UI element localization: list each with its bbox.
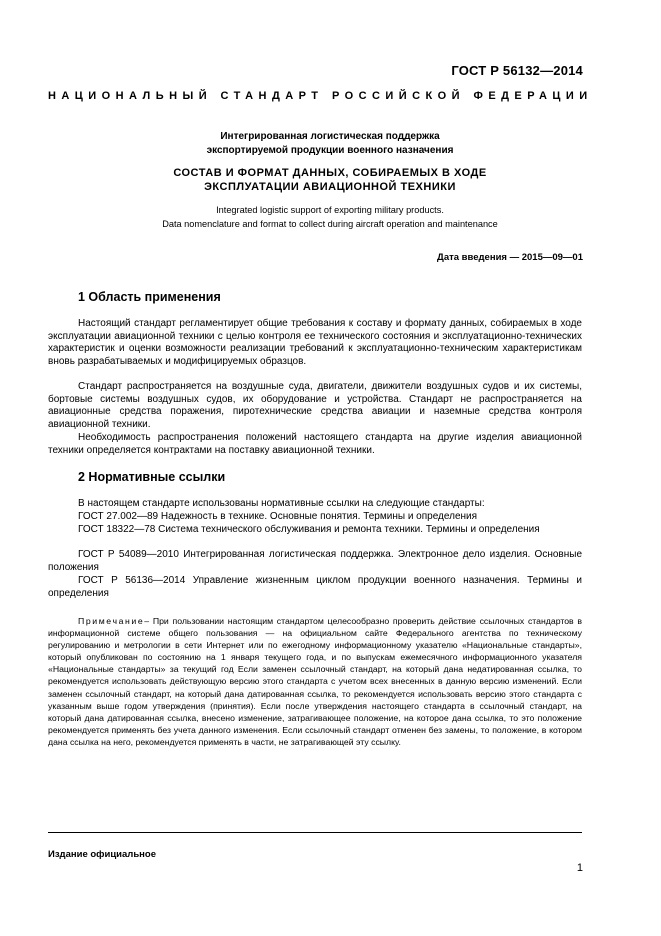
english-title-line-1: Integrated logistic support of exporting military products. [216, 205, 444, 215]
references-note [48, 615, 582, 748]
reference-item: ГОСТ Р 54089—2010 Интегрированная логистическая поддержка. Электронное дело изделия. Основные положения [48, 549, 582, 573]
main-title-block [80, 166, 580, 194]
main-title-line-2: ЭКСПЛУАТАЦИИ АВИАЦИОННОЙ ТЕХНИКИ [204, 181, 456, 193]
note-text: – При пользовании настоящим стандартом целесообразно проверить действие ссылочных стандартов в информационной системе общего пользования — на официальном сайте Федерального агентства по техническому регулированию и метрологии в сети Интернет или по ежегодному информационному указателю «Национальные стандарты», который опубликован по состоянию на 1 января текущего года, и по выпускам ежемесячного информационного указателя «Национальные стандарты» за текущий год Если заменен ссылочный стандарт, на который дана недатированная ссылка, то рекомендуется использовать действующую версию этого стандарта с учетом всех внесенных в данную версию изменений. Если заменен ссылочный стандарт, на который дана датированная ссылка, то рекомендуется использовать версию этого стандарта с указанным выше годом утверждения (принятия). Если после утверждения настоящего стандарта в ссылочный стандарт, на который дана датированная ссылка, внесено изменение, затрагивающее положение, на которое дана ссылка, то это положение рекомендуется применять без учета данного изменения. Если ссылочный стандарт отменен без замены, то положение, в котором дана ссылка на него, рекомендуется применять в части, не затрагивающей эту ссылку. [48, 616, 582, 747]
section-1-paragraph-2: Стандарт распространяется на воздушные суда, двигатели, движители воздушных судов и их системы, бортовые системы воздушных судов, их оборудование и устройства. Стандарт не распространяется на авиационные средства поражения, пиротехнические средства авиации и наземные средства контроля авиационной техники. [48, 381, 582, 430]
introduction-date: Дата введения — 2015—09—01 [437, 252, 583, 263]
title-line-1: Интегрированная логистическая поддержка [220, 131, 440, 142]
edition-label: Издание официальное [48, 849, 156, 860]
english-title-block [80, 203, 580, 231]
document-number: ГОСТ Р 56132—2014 [451, 63, 583, 78]
page-number: 1 [576, 862, 583, 874]
main-title-line-1: СОСТАВ И ФОРМАТ ДАННЫХ, СОБИРАЕМЫХ В ХОДЕ [173, 167, 487, 179]
reference-item: ГОСТ Р 56136—2014 Управление жизненным циклом продукции военного назначения. Термины и определения [48, 575, 582, 599]
reference-item: ГОСТ 18322—78 Система технического обслуживания и ремонта техники. Термины и определения [78, 524, 540, 535]
section-1-paragraph-1: Настоящий стандарт регламентирует общие требования к составу и формату данных, собираемых в ходе эксплуатации авиационной техники с целью контроля ее технического состояния и эксплуатационно-технических характеристик и оценки возможности реализации требований к эксплуатационно-техническим характеристикам вновь разрабатываемых и модифицируемых образцов. [48, 318, 582, 367]
footer-divider [48, 832, 582, 833]
section-1-heading: 1 Область применения [78, 290, 221, 304]
reference-item: ГОСТ 27.002—89 Надежность в технике. Основные понятия. Термины и определения [78, 511, 478, 522]
english-title-line-2: Data nomenclature and format to collect during aircraft operation and maintenance [162, 219, 498, 229]
note-label: Примечание [78, 616, 145, 626]
section-1-paragraph-3: Необходимость распространения положений настоящего стандарта на другие изделия авиационной техники определяется контрактами на поставку авиационной техники. [48, 432, 582, 456]
section-2-heading: 2 Нормативные ссылки [78, 470, 226, 484]
title-line-2: экспортируемой продукции военного назначения [206, 145, 454, 156]
references-intro: В настоящем стандарте использованы нормативные ссылки на следующие стандарты: [78, 498, 485, 509]
national-standard-banner: НАЦИОНАЛЬНЫЙ СТАНДАРТ РОССИЙСКОЙ ФЕДЕРАЦИИ [48, 90, 593, 102]
title-block [80, 130, 580, 158]
